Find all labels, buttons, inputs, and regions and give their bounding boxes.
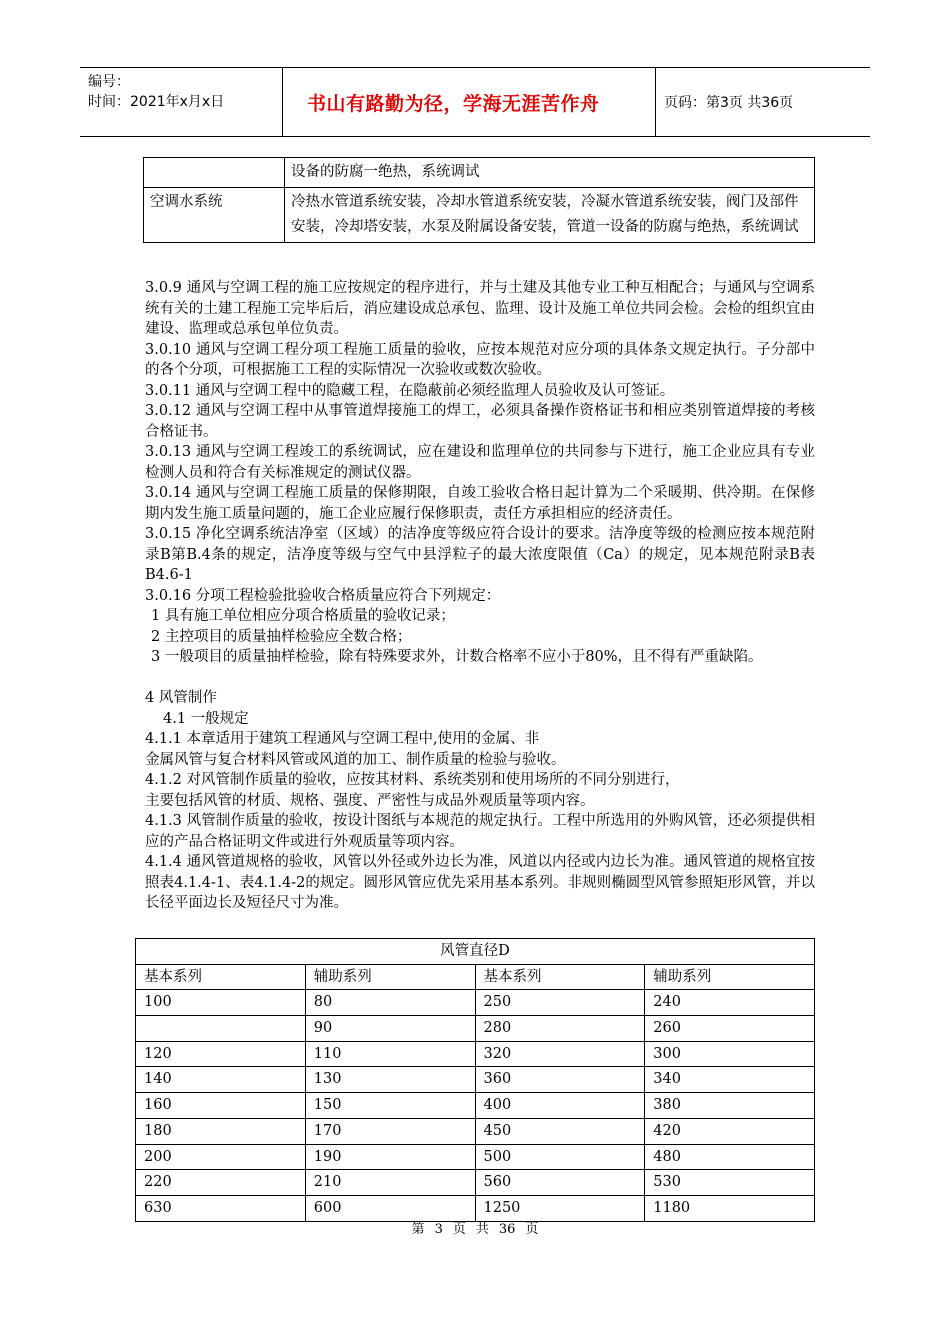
clause-paragraph: 3.0.13 通风与空调工程竣工的系统调试，应在建设和监理单位的共同参与下进行，施工企业应具有专业检测人员和符合有关标准规定的测试仪器。 — [145, 444, 815, 481]
table-cell: 560 — [475, 1170, 645, 1196]
table-cell: 360 — [475, 1067, 645, 1093]
table-cell: 400 — [475, 1093, 645, 1119]
table-cell: 150 — [305, 1093, 475, 1119]
clause-paragraph: 3.0.16 分项工程检验批验收合格质量应符合下列规定： — [145, 587, 501, 604]
system-table — [143, 157, 815, 243]
column-header: 基本系列 — [136, 964, 306, 990]
table-cell: 500 — [475, 1144, 645, 1170]
header-page-info: 页码：第3页 共36页 — [664, 95, 794, 111]
table-cell: 100 — [136, 990, 306, 1016]
table-cell: 80 — [305, 990, 475, 1016]
column-header: 辅助系列 — [645, 964, 815, 990]
section-paragraph: 主要包括风管的材质、规格、强度、严密性与成品外观质量等项内容。 — [145, 792, 595, 809]
footer-total-pages: 36 — [498, 1222, 516, 1237]
table-cell: 280 — [475, 1016, 645, 1042]
footer-ye: 页 — [525, 1222, 539, 1237]
table-cell: 380 — [645, 1093, 815, 1119]
clause-paragraph: 3.0.12 通风与空调工程中从事管道焊接施工的焊工，必须具备操作资格证书和相应类别管道焊接的考核合格证书。 — [145, 403, 815, 440]
table-row — [144, 188, 815, 243]
table-cell: 240 — [645, 990, 815, 1016]
column-header: 基本系列 — [475, 964, 645, 990]
page-footer — [0, 1218, 950, 1237]
clause-paragraph: 3.0.11 通风与空调工程中的隐藏工程，在隐蔽前必须经监理人员验收及认可签证。 — [145, 382, 675, 399]
table-cell: 120 — [136, 1041, 306, 1067]
page-header — [80, 67, 870, 137]
table-cell: 220 — [136, 1170, 306, 1196]
table-row — [136, 1170, 815, 1196]
system-name-cell — [144, 158, 285, 188]
section-subheading: 4.1 一般规定 — [163, 710, 249, 727]
header-time-label: 时间：2021年x月x日 — [88, 94, 225, 110]
table-row — [144, 158, 815, 188]
clause-paragraph: 3.0.10 通风与空调工程分项工程施工质量的验收，应按本规范对应分项的具体条文规定执行。子分部中的各个分项，可根据施工工程的实际情况一次验收或数次验收。 — [145, 341, 815, 378]
table-row — [136, 990, 815, 1016]
table-cell: 340 — [645, 1067, 815, 1093]
system-content-cell: 设备的防腐一绝热，系统调试 — [285, 158, 815, 188]
section-paragraph: 金属风管与复合材料风管或风道的加工、制作质量的检验与验收。 — [145, 751, 566, 768]
table-row — [136, 1118, 815, 1144]
table-row — [136, 1067, 815, 1093]
table-cell: 140 — [136, 1067, 306, 1093]
header-motto: 书山有路勤为径，学海无涯苦作舟 — [307, 92, 600, 115]
table-cell: 450 — [475, 1118, 645, 1144]
document-body — [145, 278, 815, 914]
table-cell: 160 — [136, 1093, 306, 1119]
header-number-label: 编号： — [88, 74, 130, 90]
system-content-cell: 冷热水管道系统安装，冷却水管道系统安装，冷凝水管道系统安装，阀门及部件安装，冷却塔安装，水泵及附属设备安装，管道一设备的防腐与绝热，系统调试 — [285, 188, 815, 243]
table-cell: 90 — [305, 1016, 475, 1042]
system-name-cell: 空调水系统 — [144, 188, 285, 243]
table-cell: 210 — [305, 1170, 475, 1196]
table-cell: 600 — [305, 1195, 475, 1221]
table-row — [136, 1144, 815, 1170]
duct-diameter-table — [135, 938, 815, 1222]
section-paragraph: 4.1.1 本章适用于建筑工程通风与空调工程中,使用的金属、非 — [145, 731, 540, 747]
table-cell: 300 — [645, 1041, 815, 1067]
table-cell: 320 — [475, 1041, 645, 1067]
table-cell: 530 — [645, 1170, 815, 1196]
table-cell: 480 — [645, 1144, 815, 1170]
table-cell: 630 — [136, 1195, 306, 1221]
table-cell: 190 — [305, 1144, 475, 1170]
table-cell: 170 — [305, 1118, 475, 1144]
table-row — [136, 1016, 815, 1042]
table-cell: 420 — [645, 1118, 815, 1144]
table-header-row — [136, 964, 815, 990]
section-heading: 4 风管制作 — [145, 690, 217, 706]
table-caption-row — [136, 939, 815, 965]
section-paragraph: 4.1.3 风管制作质量的验收，按设计图纸与本规范的规定执行。工程中所选用的外购风管，还必须提供相应的产品合格证明文件或进行外观质量等项内容。 — [145, 813, 815, 850]
table-cell: 250 — [475, 990, 645, 1016]
footer-gong: 共 — [475, 1222, 489, 1237]
clause-paragraph: 3.0.15 净化空调系统洁净室（区域）的洁净度等级应符合设计的要求。洁净度等级的检测应按本规范附录B第B.4条的规定，洁净度等级与空气中县浮粒子的最大浓度限值（Ca）的规定，见本规范附录B表B4.6-1 — [145, 526, 815, 583]
table-cell — [136, 1016, 306, 1042]
table-row — [136, 1041, 815, 1067]
header-motto-cell — [283, 68, 656, 136]
list-item: 3 一般项目的质量抽样检验，除有特殊要求外，计数合格率不应小于80%，且不得有严重缺陷。 — [151, 649, 763, 665]
section-paragraph: 4.1.4 通风管道规格的验收，风管以外径或外边长为准，风道以内径或内边长为准。通风管道的规格宜按照表4.1.4-1、表4.1.4-2的规定。圆形风管应优先采用基本系列。非规则椭圆型风管参照矩形风管，并以长径平面边长及短径尺寸为准。 — [145, 854, 815, 911]
table-cell: 180 — [136, 1118, 306, 1144]
clause-paragraph: 3.0.14 通风与空调工程施工质量的保修期限，自竣工验收合格日起计算为二个采暖期、供冷期。在保修期内发生施工质量问题的，施工企业应履行保修职责，责任方承担相应的经济责任。 — [145, 485, 815, 522]
table-caption: 风管直径D — [136, 939, 815, 965]
table-cell: 110 — [305, 1041, 475, 1067]
section-paragraph: 4.1.2 对风管制作质量的验收，应按其材料、系统类别和使用场所的不同分别进行， — [145, 772, 680, 788]
header-meta — [80, 68, 283, 136]
column-header: 辅助系列 — [305, 964, 475, 990]
table-cell: 260 — [645, 1016, 815, 1042]
table-cell: 1250 — [475, 1195, 645, 1221]
footer-page-number: 3 — [434, 1222, 443, 1237]
list-item: 2 主控项目的质量抽样检验应全数合格； — [151, 628, 412, 645]
list-item: 1 具有施工单位相应分项合格质量的验收记录； — [151, 608, 455, 624]
table-cell: 200 — [136, 1144, 306, 1170]
footer-ye: 页 — [452, 1222, 466, 1237]
table-row — [136, 1093, 815, 1119]
table-cell: 130 — [305, 1067, 475, 1093]
table-cell: 1180 — [645, 1195, 815, 1221]
clause-paragraph: 3.0.9 通风与空调工程的施工应按规定的程序进行，并与土建及其他专业工种互相配合；与通风与空调系统有关的土建工程施工完毕后后，消应建设成总承包、监理、设计及施工单位共同会检。会检的组织宜由建设、监理或总承包单位负责。 — [145, 280, 815, 337]
footer-di: 第 — [411, 1222, 425, 1237]
